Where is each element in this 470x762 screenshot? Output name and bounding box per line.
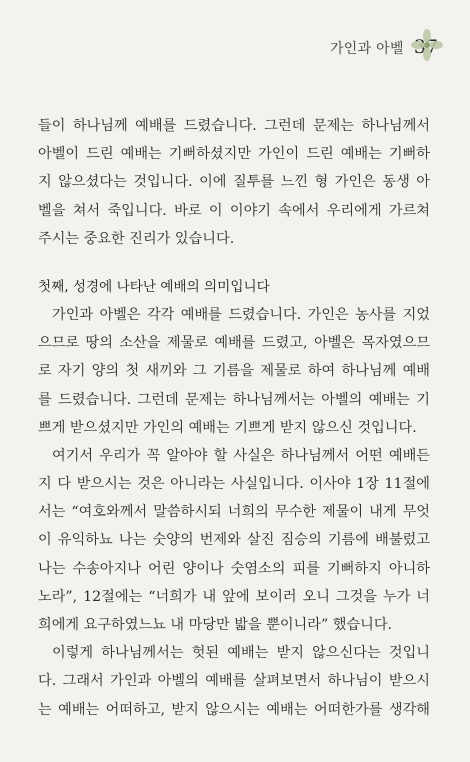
text-line: 는 예배는 어떠하고, 받지 않으시는 예배는 어떠한가를 생각해 — [38, 701, 430, 718]
section-gap — [38, 253, 430, 273]
text-line: 이 유익하뇨 나는 숫양의 번제와 살진 짐승의 기름에 배불렀고 — [38, 532, 430, 549]
paragraph-3 — [38, 442, 430, 639]
paragraph-4 — [38, 639, 430, 724]
running-head — [0, 36, 438, 58]
paragraph-2 — [38, 301, 430, 442]
text-line: 으므로 땅의 소산을 제물로 예배를 드렸고, 아벨은 목자였으므 — [38, 335, 430, 352]
text-line: 들이 하나님께 예배를 드렸습니다. 그런데 문제는 하나님께서 — [38, 118, 430, 134]
text-line: 를 드렸습니다. 그런데 문제는 하나님께서는 아벨의 예배는 기 — [38, 391, 430, 408]
text-line: 서는 “여호와께서 말씀하시되 너희의 무수한 제물이 내게 무엇 — [38, 504, 430, 521]
paragraph-continued — [38, 112, 430, 253]
text-line: 지 다 받으시는 것은 아니라는 사실입니다. 이사야 1장 11절에 — [38, 476, 430, 493]
flower-icon — [410, 28, 444, 62]
text-line: 희에게 요구하였느뇨 내 마당만 밟을 뿐이니라” 했습니다. — [38, 617, 393, 633]
chapter-title: 가인과 아벨 — [329, 41, 404, 57]
text-line: 아벨이 드린 예배는 기뻐하셨지만 가인이 드린 예배는 기뻐하 — [38, 146, 430, 163]
text-line: 쁘게 받으셨지만 가인의 예배는 기쁘게 받지 않으신 것입니다. — [38, 419, 417, 436]
text-line: 다. 그래서 가인과 아벨의 예배를 살펴보면서 하나님이 받으시 — [38, 673, 430, 690]
text-line: 지 않으셨다는 것입니다. 이에 질투를 느낀 형 가인은 동생 아 — [38, 174, 430, 191]
text-line: 벨을 쳐서 죽입니다. 바로 이 이야기 속에서 우리에게 가르쳐 — [38, 202, 430, 219]
body-text — [38, 112, 430, 724]
text-line: 나는 수송아지나 어린 양이나 숫염소의 피를 기뻐하지 아니하 — [38, 560, 430, 577]
text-line: 여기서 우리가 꼭 알아야 할 사실은 하나님께서 어떤 예배든 — [52, 447, 430, 464]
section-subheading: 첫째, 성경에 나타난 예배의 의미입니다 — [38, 278, 270, 295]
text-line: 주시는 중요한 진리가 있습니다. — [38, 230, 235, 247]
text-line: 이렇게 하나님께서는 헛된 예배는 받지 않으신다는 것입니 — [52, 645, 430, 662]
text-line: 로 자기 양의 첫 새끼와 그 기름을 제물로 하여 하나님께 예배 — [38, 363, 430, 380]
text-line: 가인과 아벨은 각각 예배를 드렸습니다. 가인은 농사를 지었 — [52, 306, 430, 323]
text-line: 노라”, 12절에는 “너희가 내 앞에 보이러 오니 그것을 누가 너 — [38, 588, 430, 605]
